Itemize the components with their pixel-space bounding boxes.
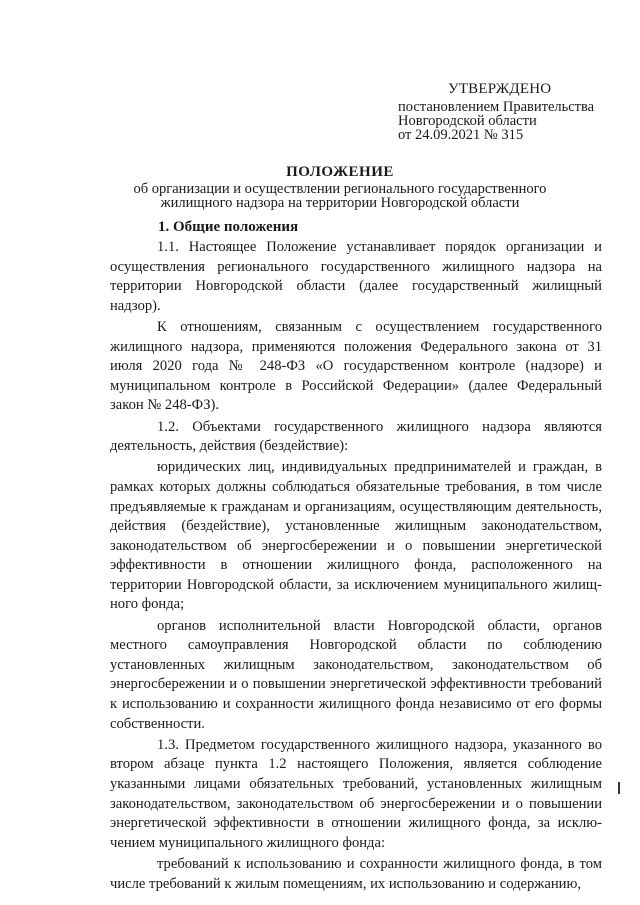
paragraph-legal-entities: юридических лиц, индивидуальных предпринимателей и граждан, в рамках которых должны соблюдаться обязательные требования, в том числе предъявляемые к гражданам и организациям, осуществляющим деятельность, действия (бездействие), установленные жилищным законодательством, законодательством об энергосбережении и о повышении энергетической эффективности в отношении жилищного фонда, расположенного на территории Новгородской области, за исключением муниципального жилищ-ного фонда; (110, 459, 602, 613)
approval-stamp (398, 82, 628, 142)
paragraph-1-1: 1.1. Настоящее Положение устанавливает порядок организации и осуществления регионального государственного жилищного надзора на территории Новгородской области (далее государственный жилищный надзор). (110, 239, 602, 314)
section-heading: 1. Общие положения (158, 219, 299, 235)
paragraph-relations: К отношениям, связанным с осуществлением государственного жилищного надзора, применяются положения Федерального закона от 31 июля 2020 года № 248-ФЗ «О государственном контроле (надзоре) и муниципальном контроле в Российской Федерации» (далее Федеральный закон № 248-ФЗ). (110, 318, 602, 414)
document-title-block (90, 164, 590, 210)
approval-line-2: Новгородской области (398, 113, 537, 129)
approval-heading: УТВЕРЖДЕНО (448, 81, 552, 97)
paragraph-requirements: требований к использованию и сохранности жилищного фонда, в том числе требований к жилым помещениям, их использованию и содержанию, (110, 855, 602, 892)
document-body (110, 238, 602, 896)
approval-line-1: постановлением Правительства (398, 99, 595, 115)
scan-mark (618, 782, 620, 794)
document-subtitle-line-1: об организации и осуществлении регионального государственного (133, 181, 547, 197)
paragraph-authorities: органов исполнительной власти Новгородской области, органов местного самоуправления Новгородской области по соблюдению установленных жилищным законодательством, законодательством об энергосбережении и о повышении энергетической эффективности требований к использованию и сохранности жилищного фонда независимо от его формы собственности. (110, 617, 602, 732)
approval-line-3: от 24.09.2021 № 315 (398, 127, 524, 143)
paragraph-1-2: 1.2. Объектами государственного жилищного надзора являются деятельность, действия (бездействие): (110, 418, 602, 455)
paragraph-1-3: 1.3. Предметом государственного жилищного надзора, указанного во втором абзаце пункта 1.2 настоящего Положения, является соблюдение указанными лицами обязательных требований, установленных жилищным законодательством, законодательством об энергосбережении и о повышении энергетической эффективности в отношении жилищного фонда, за исклю-чением муниципального жилищного фонда: (110, 736, 602, 851)
document-title: ПОЛОЖЕНИЕ (286, 164, 394, 180)
document-subtitle-line-2: жилищного надзора на территории Новгородской области (160, 195, 520, 211)
